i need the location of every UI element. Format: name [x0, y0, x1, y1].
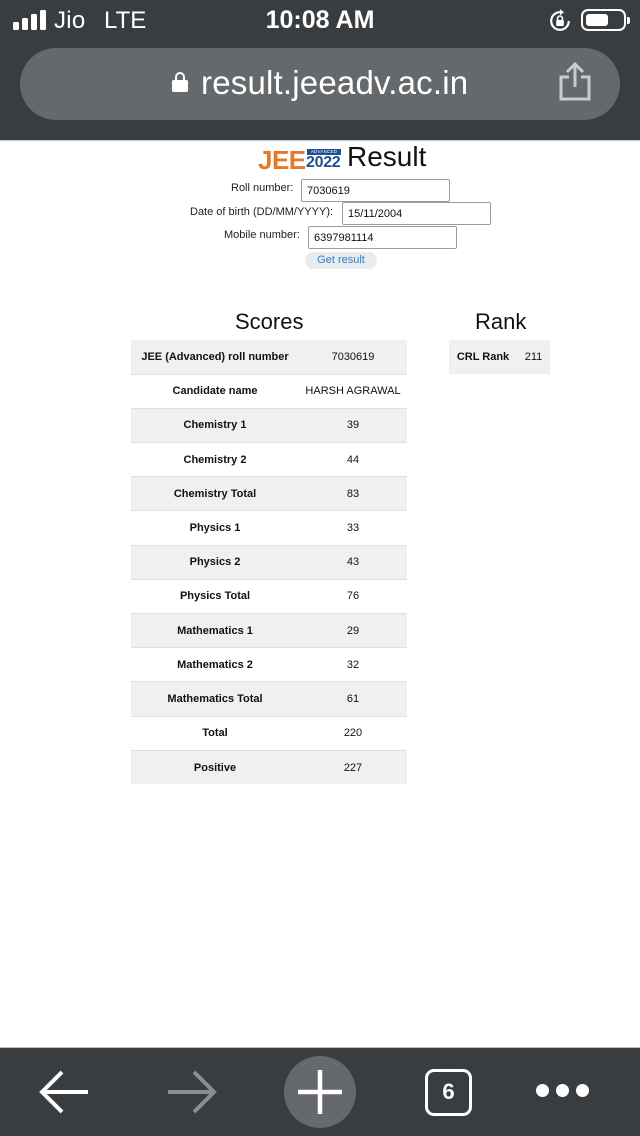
network-type: LTE: [104, 7, 147, 34]
score-value: 39: [299, 408, 407, 442]
score-label: Physics Total: [131, 579, 299, 613]
browser-top-chrome: [0, 0, 640, 141]
dob-input[interactable]: [342, 202, 491, 225]
score-label: Mathematics 2: [131, 648, 299, 682]
score-label: Mathematics Total: [131, 682, 299, 716]
score-label: Physics 1: [131, 511, 299, 545]
table-row: [131, 443, 407, 477]
score-value: 61: [299, 682, 407, 716]
score-value: 32: [299, 648, 407, 682]
score-label: Chemistry 1: [131, 408, 299, 442]
scores-table: [131, 340, 407, 784]
logo-year: 2022: [306, 154, 341, 171]
back-arrow-icon[interactable]: [38, 1068, 90, 1116]
logo-edition: ADVANCED: [307, 149, 341, 155]
score-label: Candidate name: [131, 374, 299, 408]
score-value: 76: [299, 579, 407, 613]
table-row: [449, 340, 550, 374]
score-label: Total: [131, 716, 299, 750]
score-value: HARSH AGRAWAL: [299, 374, 407, 408]
plus-icon: [284, 1056, 356, 1128]
address-bar[interactable]: [20, 48, 620, 120]
status-bar: [0, 0, 640, 42]
carrier-name: Jio: [54, 7, 86, 34]
battery-icon: [581, 9, 626, 31]
score-label: JEE (Advanced) roll number: [131, 340, 299, 374]
score-label: Positive: [131, 750, 299, 784]
crl-rank-value: 211: [517, 340, 550, 374]
score-value: 83: [299, 477, 407, 511]
score-value: 29: [299, 614, 407, 648]
share-icon[interactable]: [558, 62, 592, 102]
score-label: Physics 2: [131, 545, 299, 579]
lock-icon: [172, 72, 188, 92]
table-row: [131, 340, 407, 374]
table-row: [131, 408, 407, 442]
new-tab-button[interactable]: [284, 1056, 356, 1128]
get-result-button[interactable]: Get result: [305, 252, 377, 269]
score-value: 7030619: [299, 340, 407, 374]
score-label: Mathematics 1: [131, 614, 299, 648]
browser-bottom-toolbar: [0, 1047, 640, 1136]
dob-label: Date of birth (DD/MM/YYYY):: [190, 206, 334, 218]
table-row: [131, 614, 407, 648]
table-row: [131, 716, 407, 750]
status-time: 10:08 AM: [265, 6, 375, 34]
score-label: Chemistry Total: [131, 477, 299, 511]
mobile-number-label: Mobile number:: [224, 229, 300, 241]
rotation-lock-icon: [548, 9, 572, 33]
score-value: 227: [299, 750, 407, 784]
score-value: 43: [299, 545, 407, 579]
table-row: [131, 750, 407, 784]
score-value: 33: [299, 511, 407, 545]
table-row: [131, 648, 407, 682]
logo-brand: JEE: [258, 145, 306, 175]
table-row: [131, 511, 407, 545]
url-text[interactable]: result.jeeadv.ac.in: [201, 64, 469, 101]
more-dots-icon[interactable]: [535, 1084, 591, 1098]
page-title: Result: [347, 141, 427, 172]
table-row: [131, 545, 407, 579]
score-value: 44: [299, 443, 407, 477]
table-row: [131, 682, 407, 716]
rank-table: [449, 340, 550, 374]
roll-number-input[interactable]: [301, 179, 450, 202]
rank-heading: Rank: [475, 309, 527, 334]
table-row: [131, 477, 407, 511]
score-value: 220: [299, 716, 407, 750]
forward-arrow-icon[interactable]: [166, 1068, 218, 1116]
tab-switcher-button[interactable]: 6: [425, 1069, 472, 1116]
table-row: [131, 579, 407, 613]
roll-number-label: Roll number:: [231, 182, 294, 194]
scores-heading: Scores: [235, 309, 304, 334]
table-row: [131, 374, 407, 408]
mobile-number-input[interactable]: [308, 226, 457, 249]
crl-rank-label: CRL Rank: [449, 340, 517, 374]
score-label: Chemistry 2: [131, 443, 299, 477]
